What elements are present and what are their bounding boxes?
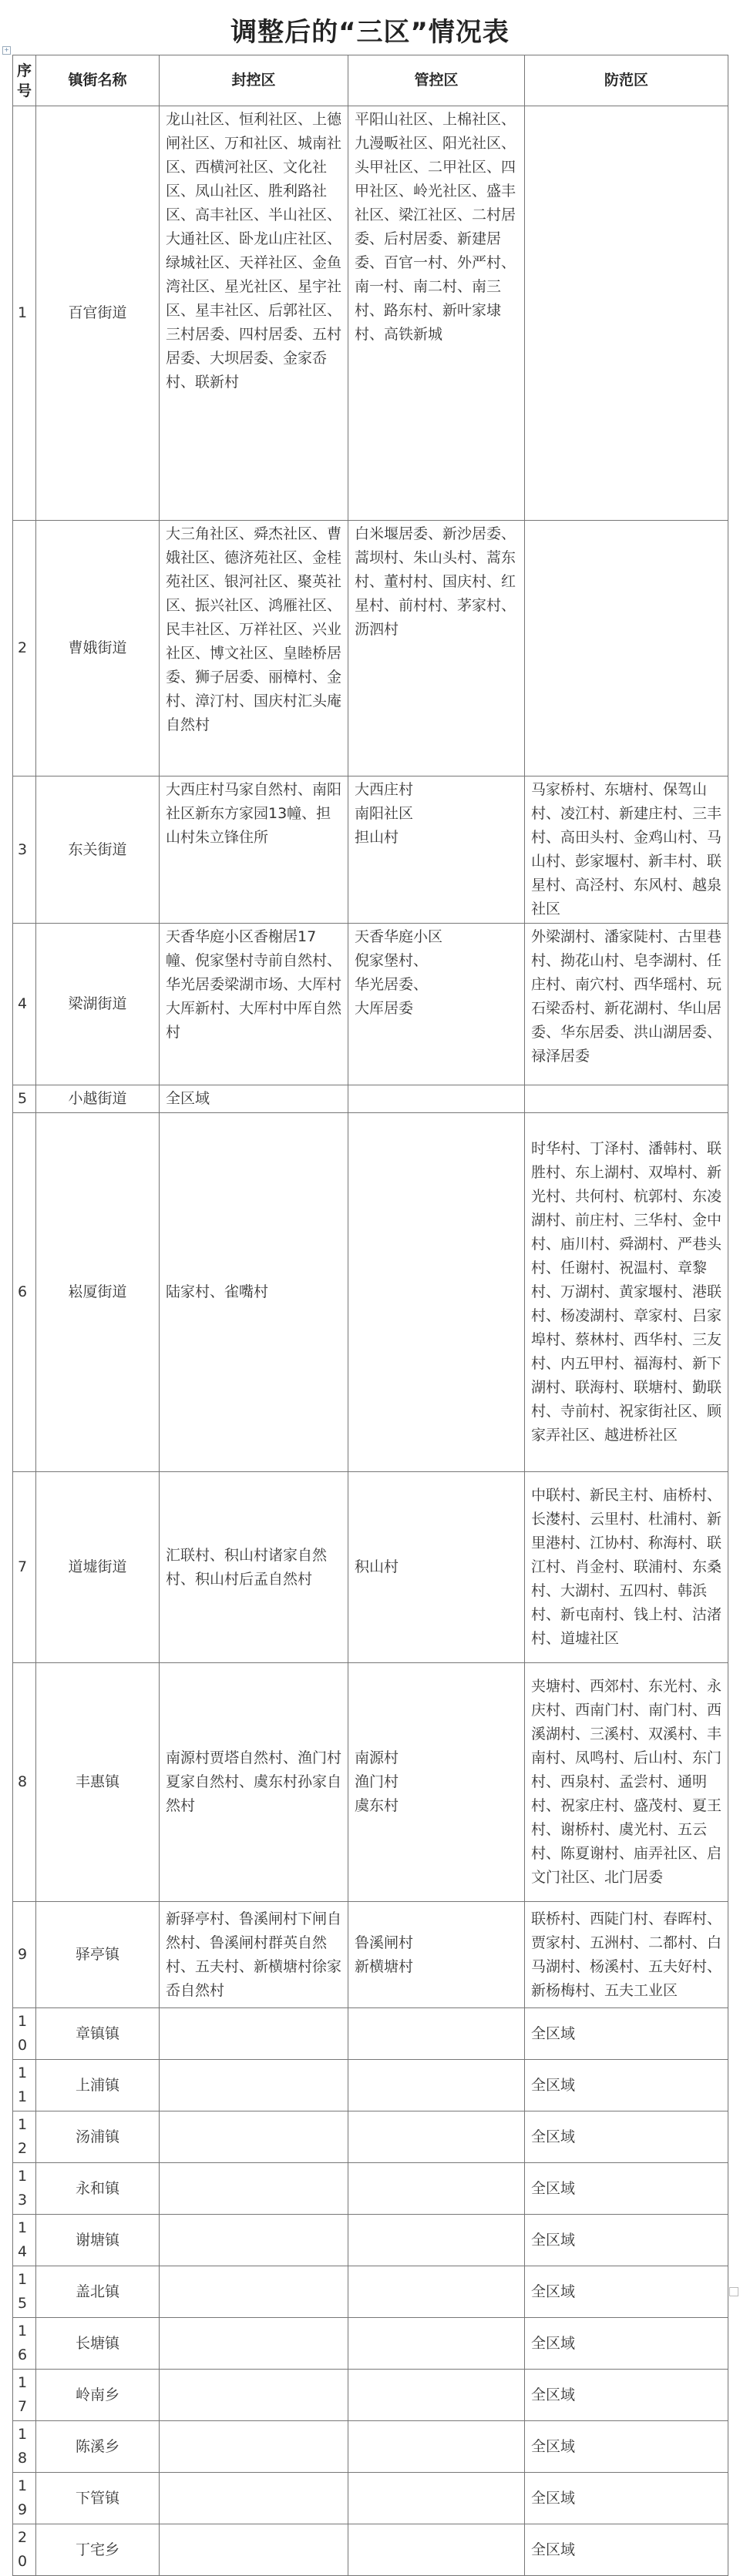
- row-prevention: 全区域: [525, 2008, 728, 2060]
- corner-marker-icon: [729, 2287, 738, 2296]
- row-sealed: 新驿亭村、鲁溪闸村下闸自然村、鲁溪闸村群英自然村、五夫村、新横塘村徐家岙自然村: [160, 1902, 348, 2008]
- row-town: 陈溪乡: [36, 2421, 160, 2473]
- table-row: [13, 2473, 728, 2524]
- row-prevention: 外梁湖村、潘家陡村、古里巷村、拗花山村、皂李湖村、任庄村、南穴村、西华瑶村、玩石梁岙村、新花湖村、华山居委、华东居委、洪山湖居委、禄泽居委: [525, 924, 728, 1085]
- header-row: [13, 55, 728, 106]
- row-controlled: [348, 2215, 525, 2266]
- row-prevention: [525, 1085, 728, 1113]
- row-sealed: 天香华庭小区香榭居17幢、倪家堡村寺前自然村、华光居委梁湖市场、大厍村大厍新村、大厍村中厍自然村: [160, 924, 348, 1085]
- row-sealed: 大三角社区、舜杰社区、曹娥社区、德济苑社区、金桂苑社区、银河社区、聚英社区、振兴社区、鸿雁社区、民丰社区、万祥社区、兴业社区、博文社区、皇睦桥居委、狮子居委、丽樟村、金村、漳汀村、国庆村汇头庵自然村: [160, 521, 348, 776]
- row-prevention: 全区域: [525, 2215, 728, 2266]
- row-prevention: 时华村、丁泽村、潘韩村、联胜村、东上湖村、双埠村、新光村、共何村、杭郭村、东凌湖村、前庄村、三华村、金中村、庙川村、舜湖村、严巷头村、任谢村、祝温村、章黎村、万湖村、黄家堰村、港联村、杨凌湖村、章家村、吕家埠村、蔡林村、西华村、三友村、内五甲村、福海村、新下湖村、联海村、联塘村、勤联村、寺前村、祝家街社区、顾家弄社区、越进桥社区: [525, 1113, 728, 1472]
- row-town: 谢塘镇: [36, 2215, 160, 2266]
- row-controlled: 天香华庭小区 倪家堡村、 华光居委、 大厍居委: [348, 924, 525, 1085]
- row-town: 长塘镇: [36, 2318, 160, 2370]
- row-seq: 18: [13, 2421, 36, 2473]
- row-town: 永和镇: [36, 2163, 160, 2215]
- table-handle-icon[interactable]: +: [2, 46, 11, 55]
- row-sealed: [160, 2111, 348, 2163]
- row-town: 道墟街道: [36, 1472, 160, 1663]
- row-sealed: [160, 2318, 348, 2370]
- row-controlled: 南源村 渔门村 虞东村: [348, 1663, 525, 1902]
- row-town: 上浦镇: [36, 2060, 160, 2111]
- row-town: 百官街道: [36, 106, 160, 521]
- row-town: 小越街道: [36, 1085, 160, 1113]
- row-controlled: [348, 2524, 525, 2576]
- table-row: [13, 2421, 728, 2473]
- row-prevention: [525, 106, 728, 521]
- table-row: [13, 1085, 728, 1113]
- table-row: [13, 924, 728, 1085]
- table-row: [13, 1113, 728, 1472]
- row-town: 章镇镇: [36, 2008, 160, 2060]
- row-prevention: 全区域: [525, 2060, 728, 2111]
- row-sealed: 陆家村、雀嘴村: [160, 1113, 348, 1472]
- zones-table: [12, 55, 728, 2576]
- row-prevention: 全区域: [525, 2111, 728, 2163]
- row-controlled: [348, 1085, 525, 1113]
- row-controlled: [348, 2370, 525, 2421]
- row-sealed: 南源村贾塔自然村、渔门村夏家自然村、虞东村孙家自然村: [160, 1663, 348, 1902]
- row-sealed: [160, 2421, 348, 2473]
- table-row: [13, 2215, 728, 2266]
- row-seq: 16: [13, 2318, 36, 2370]
- row-prevention: 全区域: [525, 2370, 728, 2421]
- header-sealed: 封控区: [160, 55, 348, 106]
- row-sealed: 龙山社区、恒利社区、上德闸社区、万和社区、城南社区、西横河社区、文化社区、凤山社区、胜利路社区、高丰社区、半山社区、大通社区、卧龙山庄社区、绿城社区、天祥社区、金鱼湾社区、星光社区、星宇社区、星丰社区、后郭社区、三村居委、四村居委、五村居委、大坝居委、金家岙村、联新村: [160, 106, 348, 521]
- row-seq: 3: [13, 776, 36, 924]
- row-prevention: 全区域: [525, 2318, 728, 2370]
- row-seq: 10: [13, 2008, 36, 2060]
- row-controlled: [348, 1113, 525, 1472]
- row-controlled: [348, 2163, 525, 2215]
- row-seq: 12: [13, 2111, 36, 2163]
- row-town: 盖北镇: [36, 2266, 160, 2318]
- table-row: [13, 1663, 728, 1902]
- table-row: [13, 2111, 728, 2163]
- row-controlled: 积山村: [348, 1472, 525, 1663]
- row-sealed: [160, 2524, 348, 2576]
- row-sealed: [160, 2163, 348, 2215]
- row-seq: 14: [13, 2215, 36, 2266]
- header-controlled: 管控区: [348, 55, 525, 106]
- row-controlled: 白米堰居委、新沙居委、蒿坝村、朱山头村、蒿东村、董村村、国庆村、红星村、前村村、茅家村、沥泗村: [348, 521, 525, 776]
- row-prevention: 夹塘村、西郊村、东光村、永庆村、西南门村、南门村、西溪湖村、三溪村、双溪村、丰南村、凤鸣村、后山村、东门村、西泉村、孟尝村、通明村、祝家庄村、盛茂村、夏王村、谢桥村、虞光村、五云村、陈夏谢村、庙弄社区、启文门社区、北门居委: [525, 1663, 728, 1902]
- row-seq: 6: [13, 1113, 36, 1472]
- row-seq: 20: [13, 2524, 36, 2576]
- row-sealed: 全区域: [160, 1085, 348, 1113]
- row-seq: 15: [13, 2266, 36, 2318]
- row-sealed: [160, 2008, 348, 2060]
- row-seq: 13: [13, 2163, 36, 2215]
- header-prevention: 防范区: [525, 55, 728, 106]
- row-prevention: 全区域: [525, 2421, 728, 2473]
- row-town: 丁宅乡: [36, 2524, 160, 2576]
- row-sealed: 大西庄村马家自然村、南阳社区新东方家园13幢、担山村朱立锋住所: [160, 776, 348, 924]
- row-town: 汤浦镇: [36, 2111, 160, 2163]
- row-town: 岭南乡: [36, 2370, 160, 2421]
- row-sealed: [160, 2266, 348, 2318]
- row-controlled: 大西庄村 南阳社区 担山村: [348, 776, 525, 924]
- row-controlled: [348, 2266, 525, 2318]
- row-town: 曹娥街道: [36, 521, 160, 776]
- header-seq: 序号: [13, 55, 36, 106]
- row-controlled: [348, 2473, 525, 2524]
- row-seq: 9: [13, 1902, 36, 2008]
- row-seq: 1: [13, 106, 36, 521]
- row-town: 东关街道: [36, 776, 160, 924]
- row-prevention: 全区域: [525, 2266, 728, 2318]
- row-sealed: [160, 2370, 348, 2421]
- row-town: 梁湖街道: [36, 924, 160, 1085]
- row-seq: 2: [13, 521, 36, 776]
- header-town: 镇街名称: [36, 55, 160, 106]
- table-row: [13, 2524, 728, 2576]
- row-town: 崧厦街道: [36, 1113, 160, 1472]
- table-row: [13, 1902, 728, 2008]
- table-row: [13, 106, 728, 521]
- row-prevention: 全区域: [525, 2524, 728, 2576]
- row-controlled: [348, 2008, 525, 2060]
- row-controlled: [348, 2318, 525, 2370]
- row-seq: 19: [13, 2473, 36, 2524]
- row-controlled: [348, 2111, 525, 2163]
- row-seq: 7: [13, 1472, 36, 1663]
- row-prevention: 全区域: [525, 2163, 728, 2215]
- row-town: 丰惠镇: [36, 1663, 160, 1902]
- row-seq: 17: [13, 2370, 36, 2421]
- row-prevention: [525, 521, 728, 776]
- row-sealed: 汇联村、积山村诸家自然村、积山村后孟自然村: [160, 1472, 348, 1663]
- row-town: 驿亭镇: [36, 1902, 160, 2008]
- table-row: [13, 2318, 728, 2370]
- row-seq: 11: [13, 2060, 36, 2111]
- table-row: [13, 2060, 728, 2111]
- row-seq: 5: [13, 1085, 36, 1113]
- row-controlled: [348, 2421, 525, 2473]
- table-row: [13, 776, 728, 924]
- row-sealed: [160, 2215, 348, 2266]
- row-sealed: [160, 2060, 348, 2111]
- row-seq: 4: [13, 924, 36, 1085]
- row-controlled: 鲁溪闸村 新横塘村: [348, 1902, 525, 2008]
- row-seq: 8: [13, 1663, 36, 1902]
- row-prevention: 联桥村、西陡门村、春晖村、贾家村、五洲村、二都村、白马湖村、杨溪村、五夫好村、新杨梅村、五夫工业区: [525, 1902, 728, 2008]
- row-sealed: [160, 2473, 348, 2524]
- row-controlled: 平阳山社区、上棉社区、九漫畈社区、阳光社区、头甲社区、二甲社区、四甲社区、岭光社区、盛丰社区、梁江社区、二村居委、后村居委、新建居委、百官一村、外严村、南一村、南二村、南三村、路东村、新叶家埭村、高铁新城: [348, 106, 525, 521]
- table-row: [13, 521, 728, 776]
- row-prevention: 马家桥村、东塘村、保驾山村、凌江村、新建庄村、三丰村、高田头村、金鸡山村、马山村、彭家堰村、新丰村、联星村、高泾村、东风村、越泉社区: [525, 776, 728, 924]
- table-row: [13, 1472, 728, 1663]
- row-controlled: [348, 2060, 525, 2111]
- table-row: [13, 2163, 728, 2215]
- row-prevention: 全区域: [525, 2473, 728, 2524]
- row-town: 下管镇: [36, 2473, 160, 2524]
- table-row: [13, 2370, 728, 2421]
- row-prevention: 中联村、新民主村、庙桥村、长漤村、云里村、杜浦村、新里港村、江协村、称海村、联江村、肖金村、联浦村、东桑村、大湖村、五四村、韩浜村、新屯南村、钱上村、沽渚村、道墟社区: [525, 1472, 728, 1663]
- table-row: [13, 2266, 728, 2318]
- page-title: 调整后的“三区”情况表: [230, 17, 510, 48]
- table-row: [13, 2008, 728, 2060]
